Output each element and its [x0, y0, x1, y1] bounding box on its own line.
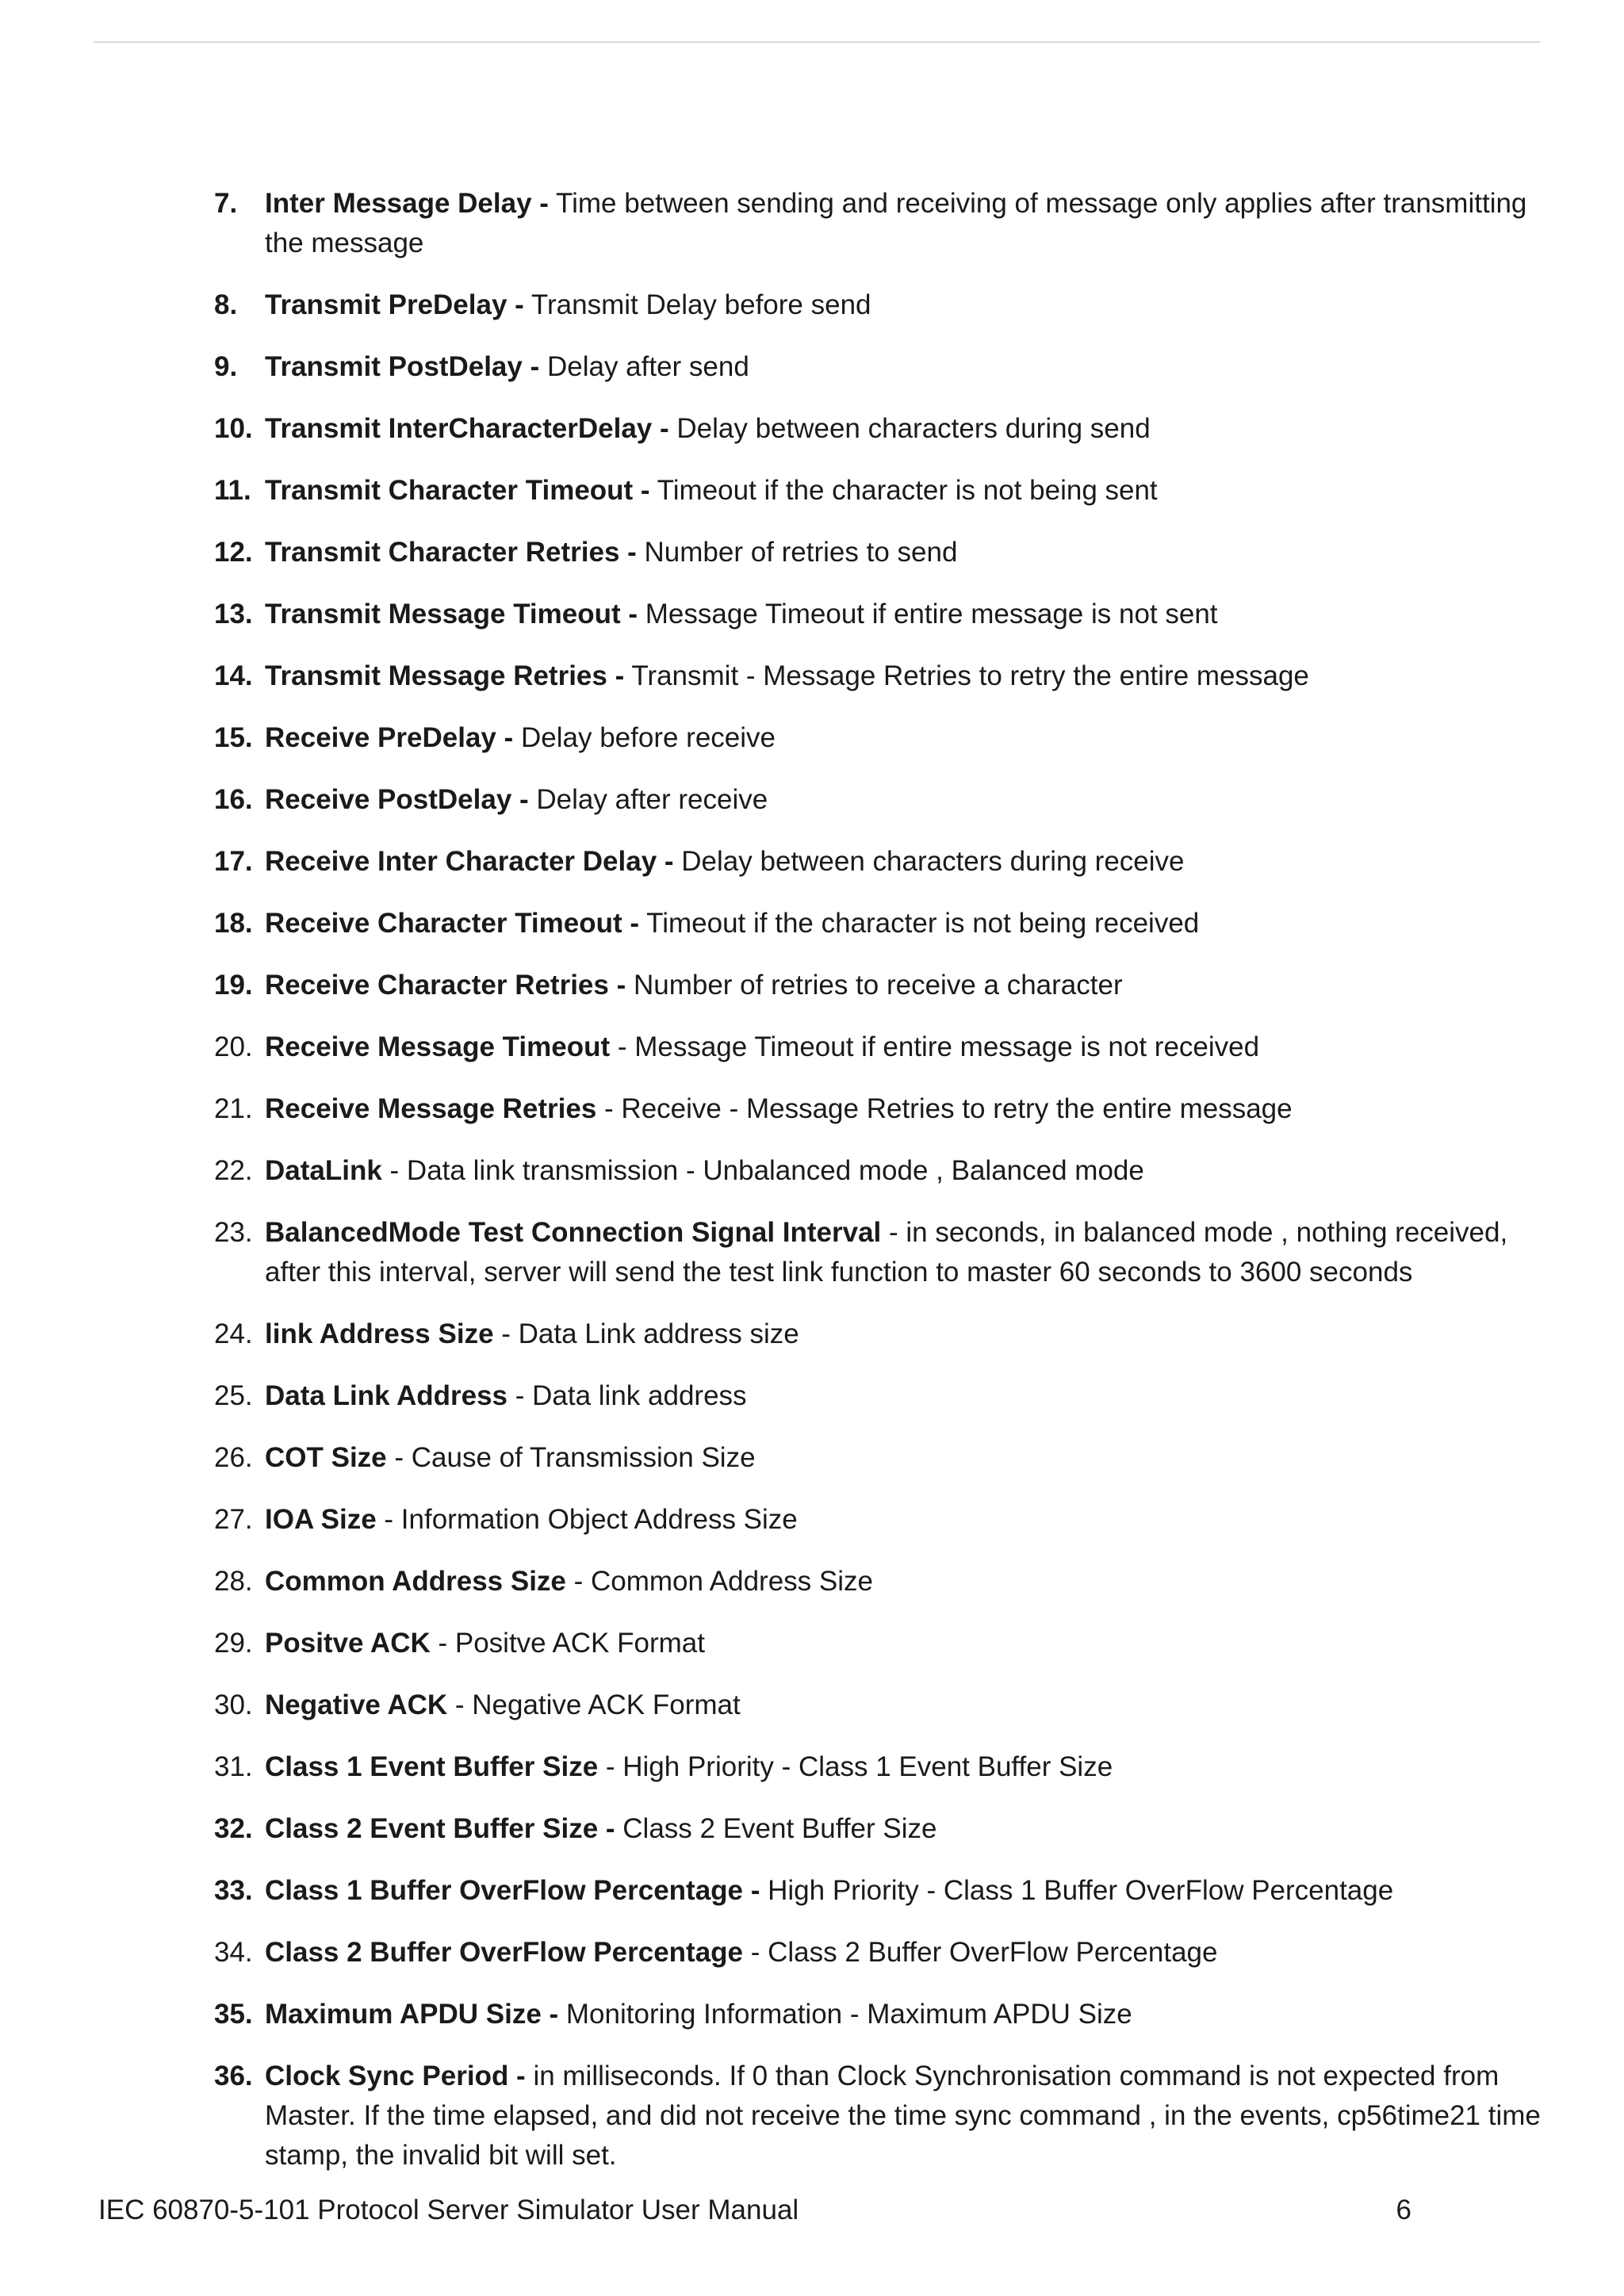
- item-text: [265, 1500, 1554, 1540]
- item-description: in milliseconds. If 0 than Clock Synchronisation command is not expected from Master. If the time elapsed, and did not receive the time sync command , in the events, cp56time21 time stamp, the invalid bit will set.: [265, 2061, 1541, 2171]
- item-number: 14.: [214, 660, 253, 691]
- item-number: 7.: [214, 188, 238, 219]
- item-number: 31.: [214, 1751, 253, 1782]
- item-text: [265, 1562, 1554, 1601]
- item-number: 29.: [214, 1628, 253, 1659]
- item-number: 9.: [214, 351, 238, 382]
- item-text: [265, 1747, 1554, 1787]
- item-number: 32.: [214, 1813, 253, 1844]
- list-item: [214, 1314, 1554, 1354]
- item-text: [265, 718, 1554, 758]
- item-label: Receive Inter Character Delay -: [265, 846, 674, 877]
- list-item: [214, 1933, 1554, 1973]
- item-description: - Common Address Size: [565, 1566, 873, 1597]
- list-item: [214, 1500, 1554, 1540]
- list-item: [214, 1213, 1554, 1292]
- item-label: Positve ACK: [265, 1628, 431, 1659]
- item-description: - Receive - Message Retries to retry the entire message: [596, 1093, 1293, 1124]
- document-title: IEC 60870-5-101 Protocol Server Simulator User Manual: [98, 2195, 799, 2225]
- item-description: - Message Timeout if entire message is not received: [610, 1031, 1260, 1062]
- item-text: [265, 533, 1554, 572]
- item-description: - Data link transmission - Unbalanced mode , Balanced mode: [381, 1155, 1144, 1186]
- list-item: [214, 1809, 1554, 1849]
- item-text: [265, 1686, 1554, 1725]
- item-number: 27.: [214, 1504, 253, 1535]
- item-label: DataLink: [265, 1155, 382, 1186]
- list-item: [214, 1151, 1554, 1191]
- item-text: [265, 184, 1554, 263]
- list-item: [214, 1624, 1554, 1663]
- item-text: [265, 1089, 1554, 1129]
- item-number: 18.: [214, 908, 253, 939]
- item-text: [265, 595, 1554, 634]
- item-description: Delay before receive: [513, 722, 776, 753]
- item-text: [265, 904, 1554, 943]
- list-item: [214, 1027, 1554, 1067]
- item-description: - Cause of Transmission Size: [386, 1442, 756, 1473]
- list-item: [214, 184, 1554, 263]
- list-item: [214, 718, 1554, 758]
- page-footer: [98, 2191, 1411, 2230]
- item-label: Transmit Message Timeout -: [265, 599, 638, 629]
- item-description: - High Priority - Class 1 Event Buffer Size: [598, 1751, 1113, 1782]
- list-item: [214, 966, 1554, 1005]
- item-text: [265, 1995, 1554, 2034]
- item-description: Message Timeout if entire message is not sent: [638, 599, 1218, 629]
- item-description: Timeout if the character is not being received: [639, 908, 1200, 939]
- item-number: 21.: [214, 1093, 253, 1124]
- item-number: 17.: [214, 846, 253, 877]
- item-label: Receive Message Timeout: [265, 1031, 611, 1062]
- item-description: - in seconds, in balanced mode , nothing received, after this interval, server will send the test link function to master 60 seconds to 3600 seconds: [265, 1217, 1508, 1288]
- item-description: - Data link address: [508, 1380, 747, 1411]
- list-item: [214, 347, 1554, 387]
- item-text: [265, 1314, 1554, 1354]
- list-item: [214, 409, 1554, 449]
- item-description: Class 2 Event Buffer Size: [615, 1813, 937, 1844]
- item-text: [265, 347, 1554, 387]
- item-label: Class 1 Buffer OverFlow Percentage -: [265, 1875, 760, 1906]
- item-number: 11.: [214, 475, 251, 506]
- item-description: Monitoring Information - Maximum APDU Size: [558, 1999, 1132, 2030]
- item-description: - Data Link address size: [493, 1318, 799, 1349]
- item-description: Delay between characters during receive: [673, 846, 1185, 877]
- item-label: Common Address Size: [265, 1566, 566, 1597]
- item-text: [265, 1933, 1554, 1973]
- list-item: [214, 1747, 1554, 1787]
- item-number: 15.: [214, 722, 253, 753]
- item-number: 36.: [214, 2061, 253, 2091]
- item-number: 33.: [214, 1875, 253, 1906]
- item-number: 34.: [214, 1937, 253, 1968]
- item-text: [265, 2057, 1554, 2175]
- parameter-list: [214, 184, 1554, 2198]
- item-number: 24.: [214, 1318, 253, 1349]
- list-item: [214, 1438, 1554, 1478]
- list-item: [214, 471, 1554, 511]
- list-item: [214, 1995, 1554, 2034]
- item-label: link Address Size: [265, 1318, 494, 1349]
- list-item: [214, 595, 1554, 634]
- item-text: [265, 842, 1554, 882]
- item-number: 25.: [214, 1380, 253, 1411]
- item-number: 19.: [214, 970, 253, 1001]
- item-label: BalancedMode Test Connection Signal Interval: [265, 1217, 882, 1248]
- item-number: 35.: [214, 1999, 253, 2030]
- page-number: 6: [1396, 2195, 1411, 2225]
- item-text: [265, 1438, 1554, 1478]
- item-label: Receive PreDelay -: [265, 722, 514, 753]
- item-description: - Positve ACK Format: [430, 1628, 705, 1659]
- item-label: Clock Sync Period -: [265, 2061, 534, 2091]
- item-label: Maximum APDU Size -: [265, 1999, 559, 2030]
- item-label: Negative ACK: [265, 1689, 448, 1720]
- item-number: 23.: [214, 1217, 253, 1248]
- item-text: [265, 1151, 1554, 1191]
- item-label: Transmit Character Timeout -: [265, 475, 650, 506]
- list-item: [214, 1376, 1554, 1416]
- item-description: Number of retries to receive a character: [626, 970, 1123, 1001]
- list-item: [214, 656, 1554, 696]
- item-text: [265, 1027, 1554, 1067]
- item-text: [265, 1871, 1554, 1911]
- list-item: [214, 1089, 1554, 1129]
- item-description: - Information Object Address Size: [376, 1504, 798, 1535]
- item-number: 26.: [214, 1442, 253, 1473]
- item-description: Timeout if the character is not being sent: [649, 475, 1158, 506]
- item-label: Transmit Message Retries -: [265, 660, 625, 691]
- item-number: 22.: [214, 1155, 253, 1186]
- list-item: [214, 1871, 1554, 1911]
- item-text: [265, 1213, 1554, 1292]
- item-label: Class 2 Buffer OverFlow Percentage: [265, 1937, 743, 1968]
- item-number: 20.: [214, 1031, 253, 1062]
- item-description: Delay after send: [539, 351, 749, 382]
- item-description: Time between sending and receiving of message only applies after transmitting the message: [265, 188, 1527, 258]
- item-description: - Class 2 Buffer OverFlow Percentage: [743, 1937, 1218, 1968]
- list-item: [214, 780, 1554, 820]
- header-rule: [94, 41, 1540, 43]
- list-item: [214, 533, 1554, 572]
- item-text: [265, 656, 1554, 696]
- item-text: [265, 471, 1554, 511]
- item-label: Data Link Address: [265, 1380, 508, 1411]
- item-number: 30.: [214, 1689, 253, 1720]
- item-text: [265, 1809, 1554, 1849]
- item-label: Receive Character Retries -: [265, 970, 626, 1001]
- item-label: Inter Message Delay -: [265, 188, 549, 219]
- list-item: [214, 285, 1554, 325]
- item-description: High Priority - Class 1 Buffer OverFlow Percentage: [760, 1875, 1394, 1906]
- item-text: [265, 1376, 1554, 1416]
- item-label: Receive Message Retries: [265, 1093, 597, 1124]
- item-number: 8.: [214, 289, 238, 320]
- item-number: 16.: [214, 784, 253, 815]
- item-description: Transmit Delay before send: [523, 289, 871, 320]
- item-description: Delay between characters during send: [668, 413, 1151, 444]
- list-item: [214, 842, 1554, 882]
- item-number: 13.: [214, 599, 253, 629]
- item-text: [265, 1624, 1554, 1663]
- item-label: Transmit InterCharacterDelay -: [265, 413, 669, 444]
- item-label: Transmit PostDelay -: [265, 351, 540, 382]
- item-label: Transmit PreDelay -: [265, 289, 524, 320]
- item-description: Number of retries to send: [636, 537, 958, 568]
- item-number: 10.: [214, 413, 253, 444]
- item-text: [265, 409, 1554, 449]
- item-description: Delay after receive: [528, 784, 768, 815]
- item-label: COT Size: [265, 1442, 387, 1473]
- item-label: Receive PostDelay -: [265, 784, 529, 815]
- item-number: 28.: [214, 1566, 253, 1597]
- item-label: Class 2 Event Buffer Size -: [265, 1813, 615, 1844]
- item-text: [265, 780, 1554, 820]
- item-text: [265, 285, 1554, 325]
- item-label: Receive Character Timeout -: [265, 908, 640, 939]
- list-item: [214, 1562, 1554, 1601]
- item-text: [265, 966, 1554, 1005]
- list-item: [214, 904, 1554, 943]
- item-label: Transmit Character Retries -: [265, 537, 637, 568]
- item-label: IOA Size: [265, 1504, 377, 1535]
- item-description: Transmit - Message Retries to retry the entire message: [624, 660, 1309, 691]
- item-label: Class 1 Event Buffer Size: [265, 1751, 599, 1782]
- list-item: [214, 2057, 1554, 2175]
- list-item: [214, 1686, 1554, 1725]
- item-number: 12.: [214, 537, 253, 568]
- item-description: - Negative ACK Format: [447, 1689, 741, 1720]
